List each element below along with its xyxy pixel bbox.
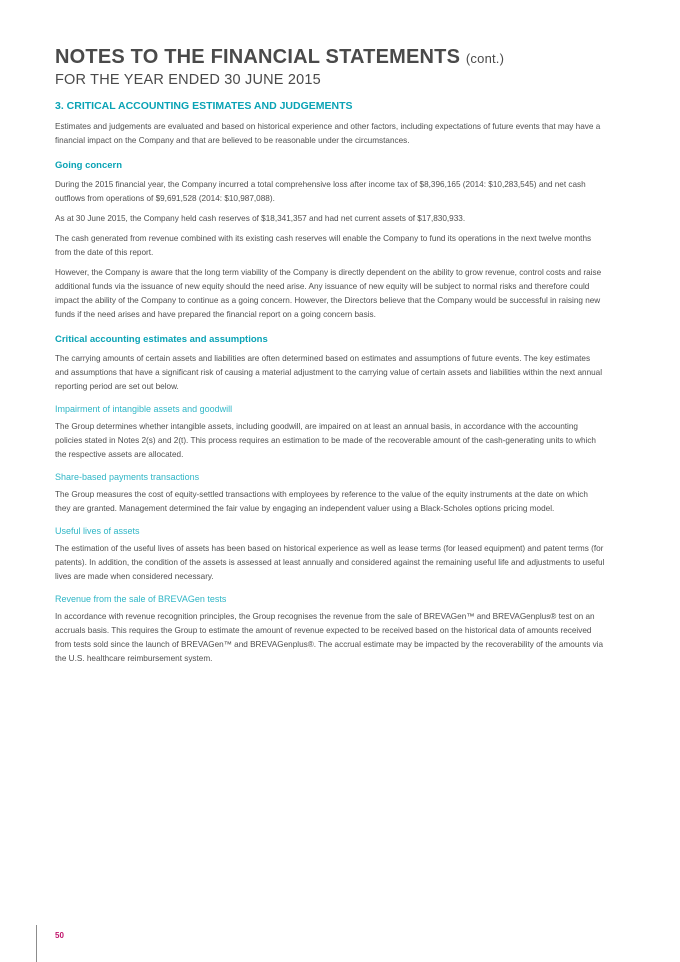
section-heading: 3. CRITICAL ACCOUNTING ESTIMATES AND JUDGEMENTS <box>55 100 353 112</box>
page-number: 50 <box>55 931 64 940</box>
going-concern-paragraph: However, the Company is aware that the long term viability of the Company is directly dependent on the ability to grow revenue, control costs and raise additional funds via the issuance of new equity should the need arise. Any issuance of new equity will be subject to normal risks and therefore could impact the ability of the Company to continue as a going concern. However, the Directors believe that the Company would be successful in raising new funds if the need arises and have prepared the financial report on a going concern basis. <box>55 268 602 319</box>
footer-divider <box>36 925 37 962</box>
page-subtitle: FOR THE YEAR ENDED 30 JUNE 2015 <box>55 72 321 88</box>
section-intro: Estimates and judgements are evaluated and based on historical experience and other factors, including expectations of future events that may have a financial impact on the Company and that are believed to be reasonable under the circumstances. <box>55 122 601 145</box>
going-concern-paragraph: During the 2015 financial year, the Company incurred a total comprehensive loss after income tax of $8,396,165 (2014: $10,283,545) and net cash outflows from operations of $9,691,528 (2014: $10,987,088). <box>55 180 586 203</box>
useful-lives-heading: Useful lives of assets <box>55 526 140 536</box>
page-title-text: NOTES TO THE FINANCIAL STATEMENTS <box>55 46 461 68</box>
critical-estimates-heading: Critical accounting estimates and assumptions <box>55 334 268 345</box>
going-concern-paragraph: As at 30 June 2015, the Company held cash reserves of $18,341,357 and had net current assets of $17,830,933. <box>55 214 466 223</box>
revenue-heading: Revenue from the sale of BREVAGen tests <box>55 594 227 604</box>
critical-estimates-intro: The carrying amounts of certain assets and liabilities are often determined based on estimates and assumptions of future events. The key estimates and assumptions that have a significant risk of causing a material adjustment to the carrying value of certain assets and liabilities within the next annual reporting period are set out below. <box>55 354 603 391</box>
page-content <box>55 45 605 672</box>
share-based-heading: Share-based payments transactions <box>55 472 200 482</box>
page-title-suffix: (cont.) <box>465 51 505 66</box>
share-based-text: The Group measures the cost of equity-settled transactions with employees by reference to the value of the equity instruments at the date on which they are granted. Management determined the fair value by engaging an independent valuer using a Black-Scholes options pricing model. <box>55 490 588 513</box>
revenue-text: In accordance with revenue recognition principles, the Group recognises the revenue from the sale of BREVAGen™ and BREVAGenplus® test on an accruals basis. This requires the Group to estimate the amount of revenue expected to be received based on the historical data of amounts received from tests sold since the launch of BREVAGen™ and BREVAGenplus®. The accrual estimate may be impacted by the recoverability of the amounts via the U.S. healthcare reimbursement system. <box>55 612 604 663</box>
page-title <box>55 45 605 71</box>
going-concern-heading: Going concern <box>55 160 123 171</box>
going-concern-paragraph: The cash generated from revenue combined with its existing cash reserves will enable the Company to fund its operations in the next twelve months from the date of this report. <box>55 234 592 257</box>
useful-lives-text: The estimation of the useful lives of assets has been based on historical experience as well as lease terms (for leased equipment) and patent terms (for patents). In addition, the condition of the assets is assessed at least annually and considered against the remaining useful life and adjustments to useful lives are made when considered necessary. <box>55 544 605 581</box>
impairment-heading: Impairment of intangible assets and goodwill <box>55 404 233 414</box>
impairment-text: The Group determines whether intangible assets, including goodwill, are impaired on at least an annual basis, in accordance with the accounting policies stated in Notes 2(s) and 2(t). This process requires an estimation to be made of the recoverable amount of the cash-generating units to which the respective assets are allocated. <box>55 422 596 459</box>
